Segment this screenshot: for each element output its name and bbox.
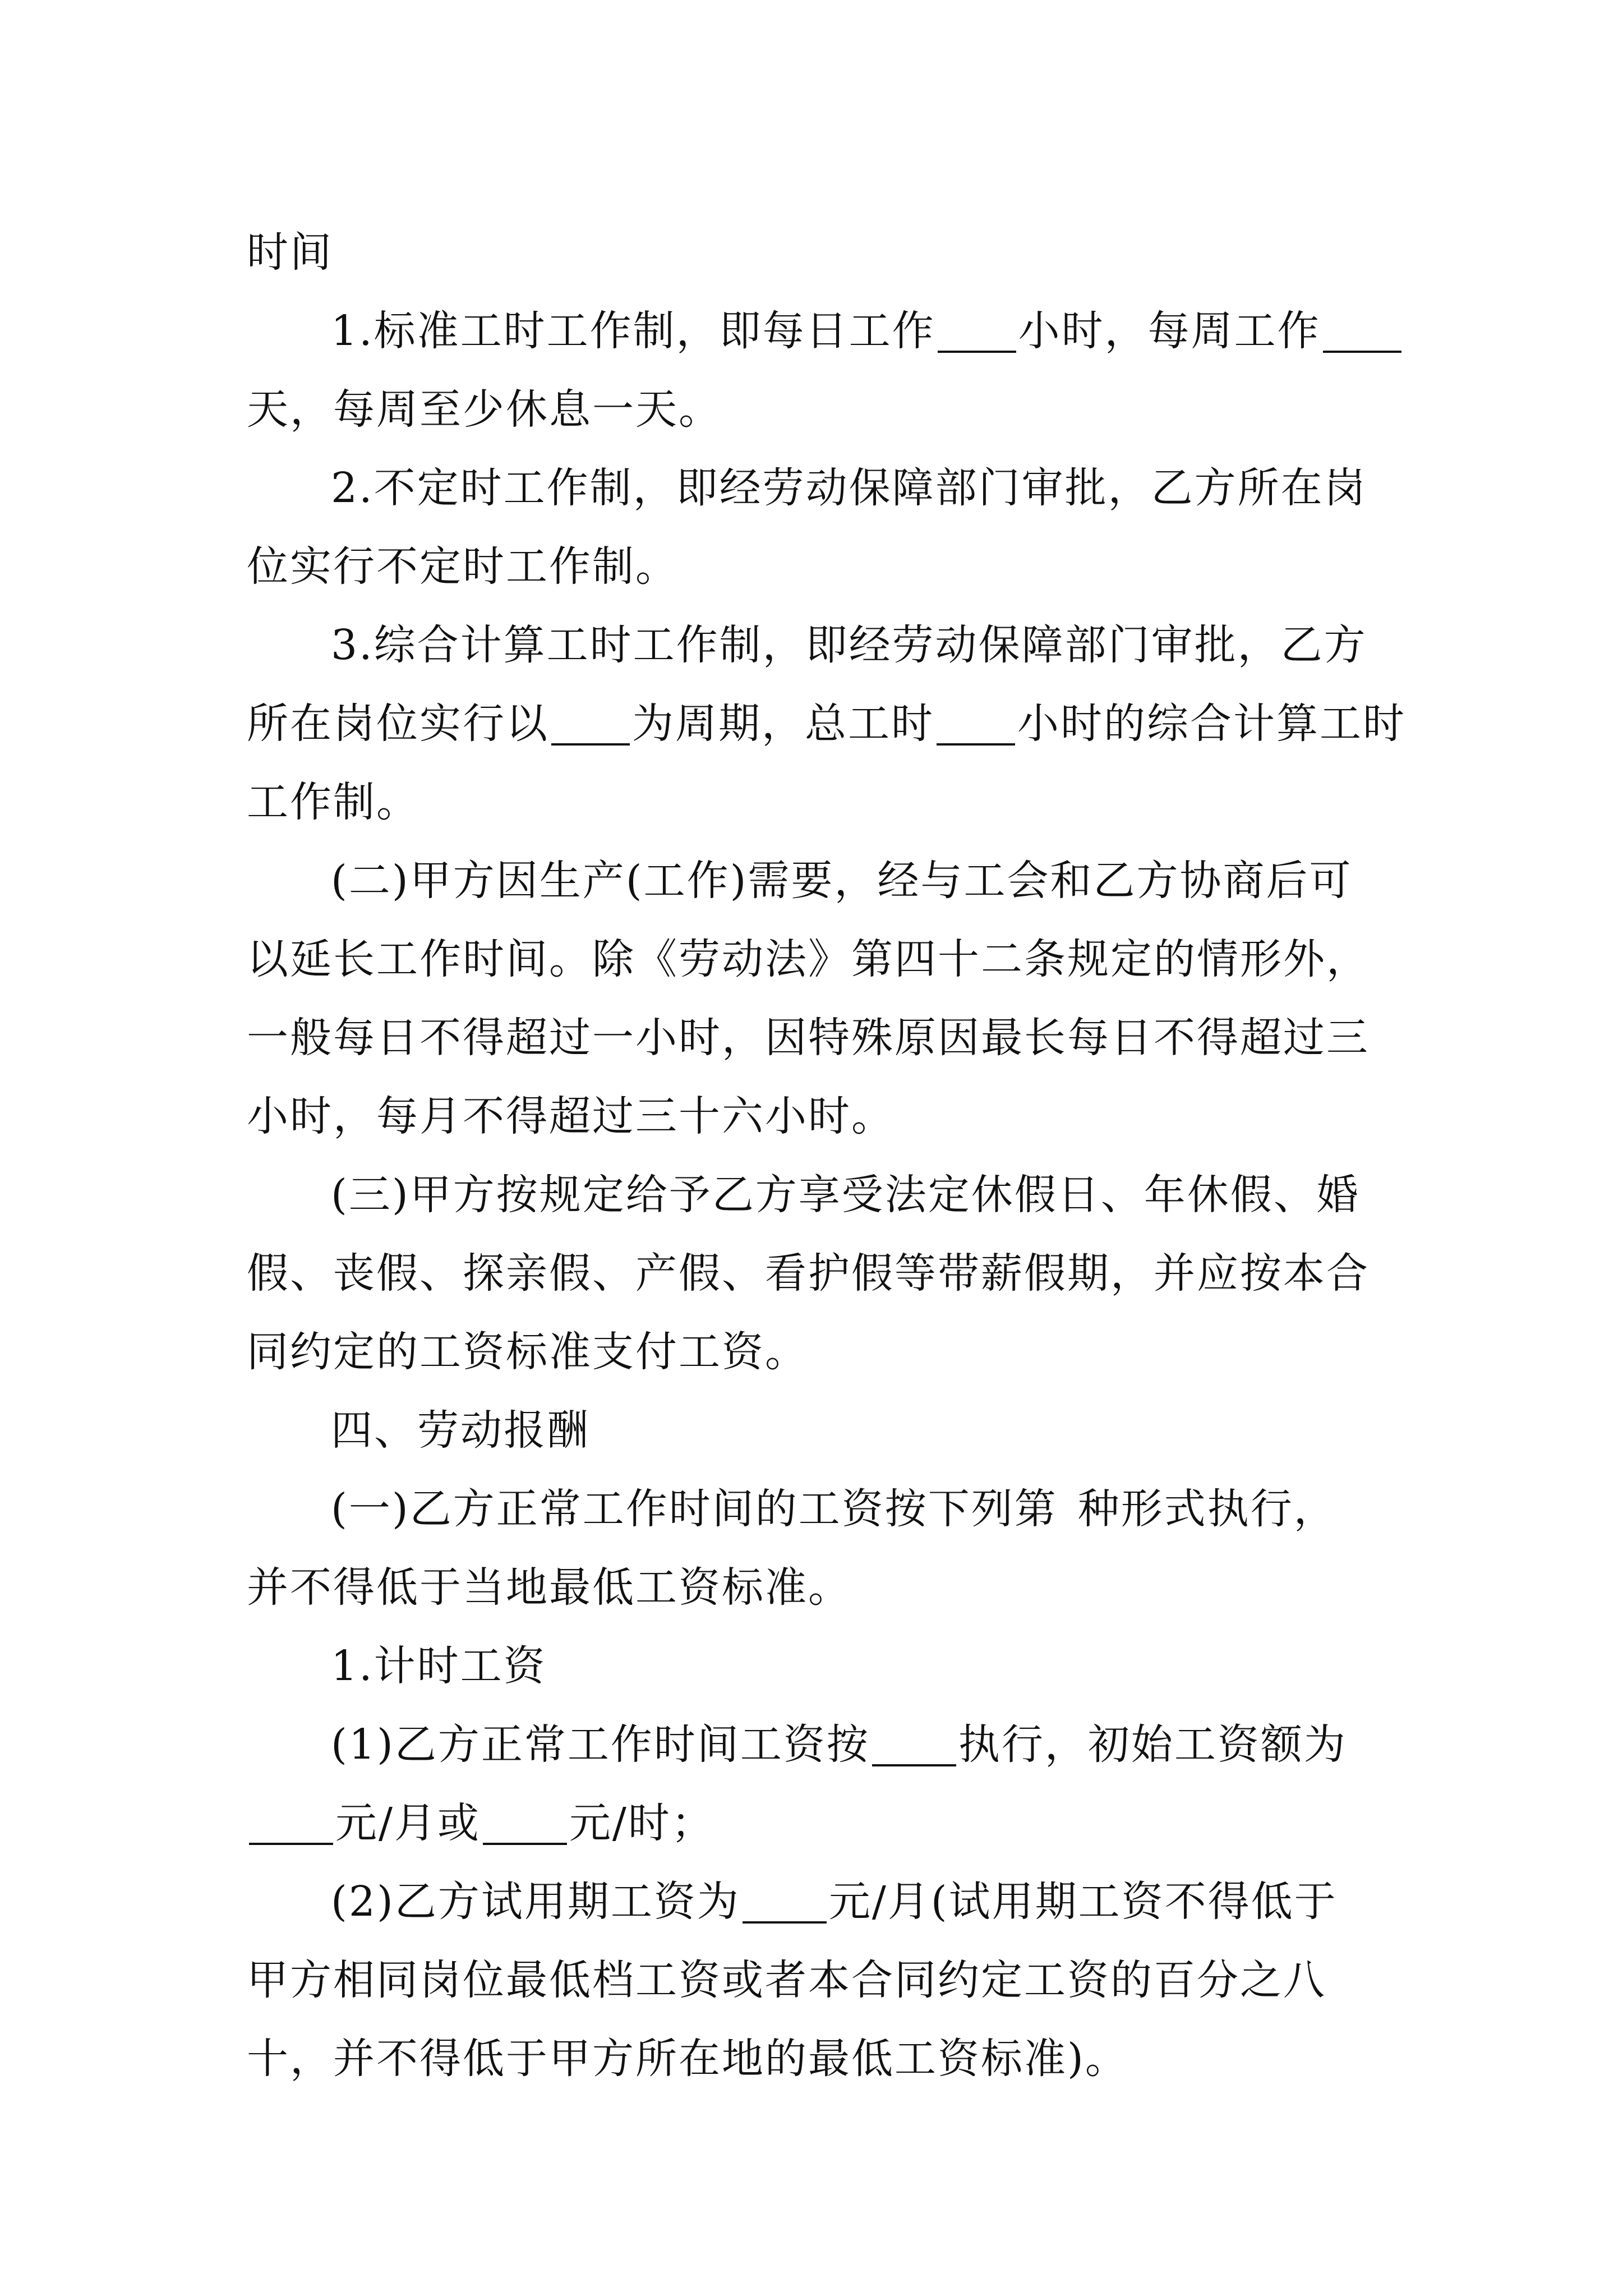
text: (一)乙方正常工作时间的工资按下列第 bbox=[331, 1485, 1058, 1533]
blank-underline bbox=[249, 1843, 333, 1845]
text: 并不得低于当地最低工资标准。 bbox=[247, 1563, 851, 1612]
text: 种形式执行， bbox=[1077, 1485, 1337, 1533]
blank-underline bbox=[483, 1843, 567, 1845]
text-line bbox=[247, 1156, 1380, 1234]
text: 元/时； bbox=[569, 1799, 714, 1847]
blank-underline bbox=[937, 743, 1015, 746]
text: 工作制。 bbox=[247, 778, 419, 826]
text-line bbox=[247, 2019, 1380, 2098]
section-heading bbox=[247, 1391, 1380, 1470]
text-line bbox=[247, 1234, 1380, 1313]
text-line bbox=[247, 1077, 1380, 1156]
text: 以延长工作时间。除《劳动法》第四十二条规定的情形外， bbox=[247, 935, 1370, 983]
text-line bbox=[247, 999, 1380, 1077]
blank-underline bbox=[1323, 351, 1401, 353]
text-line bbox=[247, 684, 1406, 763]
text: (2)乙方试用期工资为 bbox=[331, 1878, 740, 1926]
text: 天，每周至少休息一天。 bbox=[247, 385, 722, 434]
text: 十，并不得低于甲方所在地的最低工资标准)。 bbox=[247, 2035, 1128, 2083]
blank-underline bbox=[551, 743, 630, 746]
text-line bbox=[247, 920, 1380, 999]
text: 小时，每月不得超过三十六小时。 bbox=[247, 1092, 895, 1140]
text: 3.综合计算工时工作制，即经劳动保障部门审批，乙方 bbox=[331, 621, 1367, 669]
text-line bbox=[247, 1548, 1380, 1627]
text: 假、丧假、探亲假、产假、看护假等带薪假期，并应按本合 bbox=[247, 1249, 1370, 1297]
text: 同约定的工资标准支付工资。 bbox=[247, 1328, 808, 1376]
text: 1.计时工资 bbox=[331, 1642, 547, 1690]
text: 2.不定时工作制，即经劳动保障部门审批，乙方所在岗 bbox=[331, 464, 1367, 512]
blank-underline bbox=[938, 351, 1016, 353]
text-line bbox=[247, 527, 1380, 606]
text-line bbox=[247, 213, 1380, 292]
text: 1.标准工时工作制，即每日工作 bbox=[331, 307, 935, 355]
text: (三)甲方按规定给予乙方享受法定休假日、年休假、婚 bbox=[331, 1171, 1360, 1219]
text-line bbox=[247, 449, 1380, 527]
text-line bbox=[247, 1705, 1380, 1784]
text: 元/月或 bbox=[335, 1799, 481, 1847]
text-line bbox=[247, 292, 1380, 370]
text-line bbox=[247, 370, 1380, 449]
text: 位实行不定时工作制。 bbox=[247, 542, 679, 591]
text-line bbox=[247, 1784, 1380, 1862]
text-line bbox=[247, 1862, 1380, 1941]
text-line bbox=[247, 1470, 1380, 1548]
document-page bbox=[247, 213, 1406, 2098]
text: 时间 bbox=[247, 228, 333, 277]
text: 小时，每周工作 bbox=[1018, 307, 1321, 355]
text: (1)乙方正常工作时间工资按 bbox=[331, 1720, 870, 1769]
text-line bbox=[247, 1627, 1380, 1705]
text: 为周期，总工时 bbox=[632, 700, 934, 748]
text-line bbox=[247, 763, 1380, 841]
text: 元/月(试用期工资不得低于 bbox=[828, 1878, 1338, 1926]
blank-underline bbox=[872, 1764, 956, 1766]
text: 四、劳动报酬 bbox=[331, 1406, 590, 1455]
text: 一般每日不得超过一小时，因特殊原因最长每日不得超过三 bbox=[247, 1014, 1370, 1062]
text: 所在岗位实行以 bbox=[247, 700, 549, 748]
text: (二)甲方因生产(工作)需要，经与工会和乙方协商后可 bbox=[331, 857, 1353, 905]
text-line bbox=[247, 606, 1380, 684]
text: 执行，初始工资额为 bbox=[958, 1720, 1347, 1769]
text-line bbox=[247, 1313, 1380, 1391]
text-line bbox=[247, 841, 1380, 920]
blank-underline bbox=[743, 1921, 827, 1924]
text-line bbox=[247, 1941, 1380, 2019]
text: 小时的综合计算工时 bbox=[1017, 700, 1406, 748]
text: 甲方相同岗位最低档工资或者本合同约定工资的百分之八 bbox=[247, 1956, 1326, 2004]
